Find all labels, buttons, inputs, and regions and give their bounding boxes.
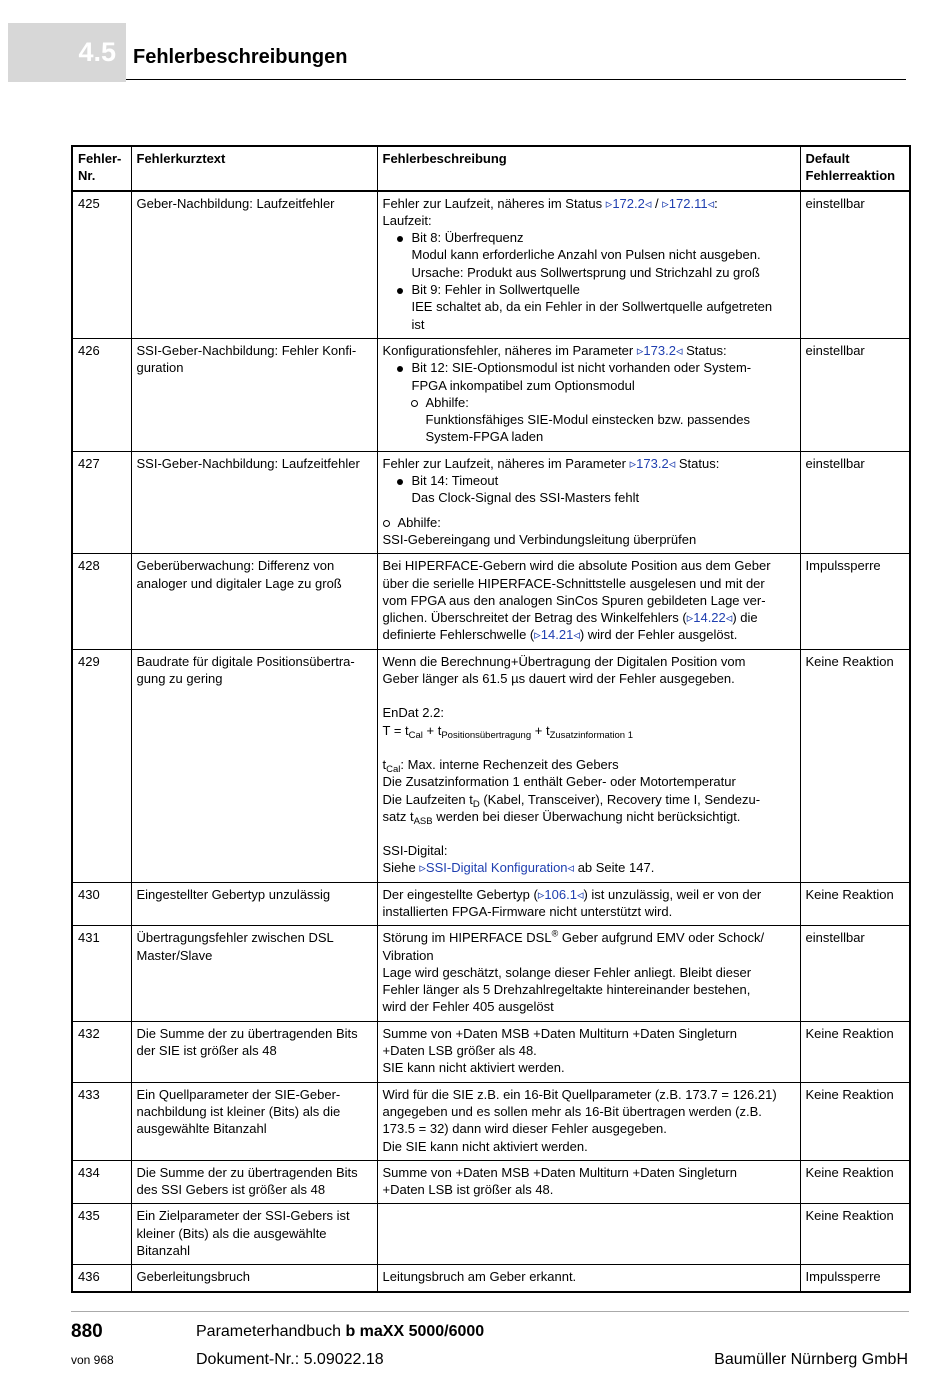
error-reaction: Keine Reaktion: [800, 1160, 910, 1204]
parameter-link[interactable]: ▹173.2◃: [629, 455, 676, 471]
error-short-text: SSI-Geber-Nachbildung: Laufzeitfehler: [131, 451, 377, 553]
error-short-text: Geberüberwachung: Differenz von analoger und digitaler Lage zu groß: [131, 554, 377, 649]
error-short-text: Die Summe der zu übertragenden Bits des SSI Gebers ist größer als 48: [131, 1160, 377, 1204]
table-row: [72, 1204, 910, 1265]
error-short-text: Eingestellter Gebertyp unzulässig: [131, 882, 377, 926]
error-number: 427: [72, 451, 131, 553]
error-description: Fehler zur Laufzeit, näheres im Parameter ▹173.2◃ Status: Bit 14: Timeout Das Clock-Signal des SSI-Masters fehlt Abhilfe: SSI-Gebereingang und Verbindungsleitung überprüfen: [377, 451, 800, 553]
error-description: Leitungsbruch am Geber erkannt.: [377, 1265, 800, 1292]
error-reaction: einstellbar: [800, 451, 910, 553]
error-number: 430: [72, 882, 131, 926]
error-description: [377, 1204, 800, 1265]
table-row: [72, 882, 910, 926]
error-reaction: einstellbar: [800, 926, 910, 1021]
sub-bullet-icon: [411, 400, 418, 407]
bullet-icon: [397, 236, 403, 242]
column-header-reaction: Default Fehlerreaktion: [800, 146, 910, 191]
parameter-link[interactable]: ▹14.22◃: [686, 610, 733, 626]
chapter-number: 4.5: [8, 23, 126, 82]
company-name: Baumüller Nürnberg GmbH: [714, 1351, 908, 1368]
header-divider: [126, 79, 906, 80]
page-count: von 968: [71, 1353, 114, 1367]
error-reaction: einstellbar: [800, 338, 910, 451]
error-number: 426: [72, 338, 131, 451]
column-header-short: Fehlerkurztext: [131, 146, 377, 191]
error-description: Summe von +Daten MSB +Daten Multiturn +Daten Singleturn +Daten LSB größer als 48. SIE kann nicht aktiviert werden.: [377, 1021, 800, 1082]
parameter-link[interactable]: ▹173.2◃: [636, 342, 683, 358]
error-number: 428: [72, 554, 131, 649]
error-number: 432: [72, 1021, 131, 1082]
bullet-icon: [397, 479, 403, 485]
table-row: [72, 649, 910, 882]
column-header-desc: Fehlerbeschreibung: [377, 146, 800, 191]
error-short-text: Baudrate für digitale Positionsübertra- gung zu gering: [131, 649, 377, 882]
table-row: [72, 191, 910, 339]
error-short-text: Geber-Nachbildung: Laufzeitfehler: [131, 191, 377, 339]
error-reaction: Keine Reaktion: [800, 1204, 910, 1265]
table-row: [72, 554, 910, 649]
sub-bullet-icon: [383, 520, 390, 527]
chapter-title: Fehlerbeschreibungen: [133, 46, 348, 68]
error-table: [71, 145, 911, 1293]
error-number: 425: [72, 191, 131, 339]
error-short-text: Ein Quellparameter der SIE-Geber- nachbildung ist kleiner (Bits) als die ausgewählte Bitanzahl: [131, 1082, 377, 1160]
table-row: [72, 926, 910, 1021]
error-description: Wird für die SIE z.B. ein 16-Bit Quellparameter (z.B. 173.7 = 126.21) angegeben und es sollen mehr als 16-Bit übertragen werden (z.B. 173.5 = 32) dann wird dieser Fehler ausgegeben. Die SIE kann nicht aktiviert werden.: [377, 1082, 800, 1160]
error-number: 429: [72, 649, 131, 882]
error-number: 435: [72, 1204, 131, 1265]
error-short-text: Ein Zielparameter der SSI-Gebers ist kleiner (Bits) als die ausgewählte Bitanzahl: [131, 1204, 377, 1265]
bullet-icon: [397, 366, 403, 372]
table-row: [72, 1082, 910, 1160]
error-number: 431: [72, 926, 131, 1021]
bullet-icon: [397, 288, 403, 294]
table-row: [72, 338, 910, 451]
error-description: Summe von +Daten MSB +Daten Multiturn +Daten Singleturn +Daten LSB ist größer als 48.: [377, 1160, 800, 1204]
error-short-text: Die Summe der zu übertragenden Bits der SIE ist größer als 48: [131, 1021, 377, 1082]
error-reaction: Keine Reaktion: [800, 882, 910, 926]
document-title: Parameterhandbuch b maXX 5000/6000: [196, 1323, 485, 1340]
error-number: 436: [72, 1265, 131, 1292]
error-description: Konfigurationsfehler, näheres im Parameter ▹173.2◃ Status: Bit 12: SIE-Optionsmodul ist nicht vorhanden oder System- FPGA inkompatibel zum Optionsmodul Abhilfe: Funktionsfähiges SIE-Modul einstecken bzw. passendes System-FPGA laden: [377, 338, 800, 451]
error-reaction: Keine Reaktion: [800, 649, 910, 882]
error-number: 434: [72, 1160, 131, 1204]
section-link[interactable]: ▹SSI-Digital Konfiguration◃: [419, 860, 575, 876]
parameter-link[interactable]: ▹172.2◃: [605, 195, 652, 211]
table-row: [72, 1265, 910, 1292]
parameter-link[interactable]: ▹14.21◃: [534, 627, 580, 643]
error-reaction: Impulssperre: [800, 1265, 910, 1292]
page-number: 880: [71, 1321, 103, 1342]
table-header-row: [72, 146, 910, 191]
error-description: Bei HIPERFACE-Gebern wird die absolute Position aus dem Geber über die serielle HIPERFACE-Schnittstelle ausgelesen und mit der vom FPGA aus den analogen SinCos Spuren gebildeten Lage ver- glichen. Überschreitet der Betrag des Winkelfehlers (▹14.22◃) die definierte Fehlerschwelle (▹14.21◃) wird der Fehler ausgelöst.: [377, 554, 800, 649]
error-description: Fehler zur Laufzeit, näheres im Status ▹172.2◃ / ▹172.11◃: Laufzeit: Bit 8: Überfrequenz Modul kann erforderliche Anzahl von Pulsen nicht ausgeben. Ursache: Produkt aus Sollwertsprung und Strichzahl zu groß Bit 9: Fehler in Sollwertquelle IEE schaltet ab, da ein Fehler in der Sollwertquelle aufgetreten ist: [377, 191, 800, 339]
error-reaction: Keine Reaktion: [800, 1021, 910, 1082]
column-header-nr: Fehler- Nr.: [72, 146, 131, 191]
error-short-text: Geberleitungsbruch: [131, 1265, 377, 1292]
error-number: 433: [72, 1082, 131, 1160]
error-description: Der eingestellte Gebertyp (▹106.1◃) ist unzulässig, weil er von der installierten FPGA-Firmware nicht unterstützt wird.: [377, 882, 800, 926]
document-number: Dokument-Nr.: 5.09022.18: [196, 1351, 384, 1368]
parameter-link[interactable]: ▹106.1◃: [537, 886, 584, 902]
table-row: [72, 1021, 910, 1082]
error-reaction: Impulssperre: [800, 554, 910, 649]
error-short-text: Übertragungsfehler zwischen DSL Master/Slave: [131, 926, 377, 1021]
error-reaction: Keine Reaktion: [800, 1082, 910, 1160]
table-row: [72, 451, 910, 553]
error-description: Störung im HIPERFACE DSL® Geber aufgrund EMV oder Schock/ Vibration Lage wird geschätzt, solange dieser Fehler anliegt. Bleibt dieser Fehler länger als 5 Drehzahlregeltakte hintereinander bestehen, wird der Fehler 405 ausgelöst: [377, 926, 800, 1021]
error-description: Wenn die Berechnung+Übertragung der Digitalen Position vom Geber länger als 61.5 µs dauert wird der Fehler ausgegeben. EnDat 2.2: $T = t_{Cal} + t_{Positionsübertragung} + t_{Zusatzinformation 1}$ $t_{Cal}$: Max. interne Rechenzeit des Gebers Die Zusatzinformation 1 enthält Geber- oder Motortemperatur Die Laufzeiten $t_D$ (Kabel, Transceiver), Recovery time I, Sendezu- satz $t_{ASB}$ werden bei dieser Überwachung nicht berücksichtigt. SSI-Digital: Siehe ▹SSI-Digital Konfiguration◃ ab Seite 147.: [377, 649, 800, 882]
error-short-text: SSI-Geber-Nachbildung: Fehler Konfi- guration: [131, 338, 377, 451]
parameter-link[interactable]: ▹172.11◃: [662, 195, 715, 211]
footer-divider: [71, 1311, 909, 1312]
table-row: [72, 1160, 910, 1204]
error-reaction: einstellbar: [800, 191, 910, 339]
